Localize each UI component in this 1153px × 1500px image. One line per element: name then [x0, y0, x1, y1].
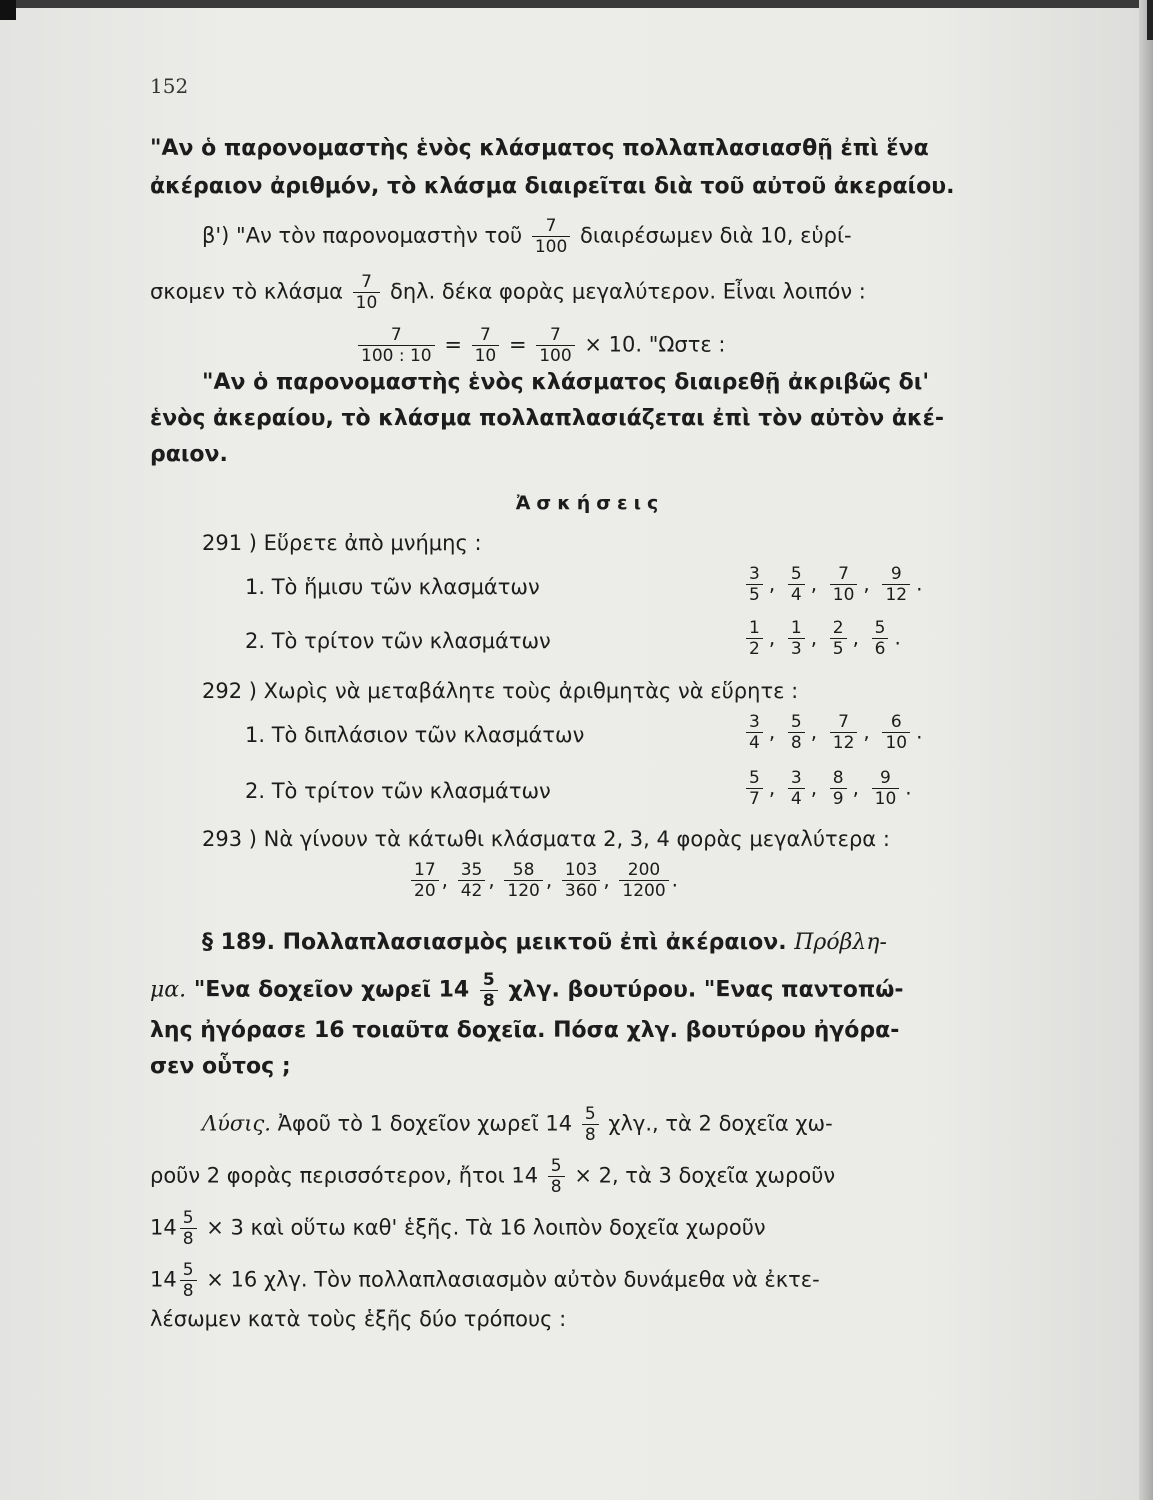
para-b-text3: σκομεν τὸ κλάσμα: [150, 279, 343, 304]
denominator: 12: [885, 585, 908, 605]
numerator: 9: [882, 564, 910, 585]
denominator: 8: [790, 733, 802, 753]
numerator: 7: [358, 325, 435, 346]
section-title: Πολλαπλασιασμὸς μεικτοῦ ἐπὶ ἀκέραιον.: [282, 930, 787, 955]
fraction: [619, 860, 668, 901]
section189-line2: [150, 970, 1030, 1011]
denominator: 10: [474, 346, 497, 366]
problem-text: "Ενα δοχεῖον χωρεῖ 14: [193, 977, 470, 1003]
denominator: 100 : 10: [361, 346, 432, 366]
section189-line3: λης ἠγόρασε 16 τοιαῦτα δοχεῖα. Πόσα χλγ. βουτύρου ἠγόρα-: [150, 1018, 900, 1043]
fraction: [830, 768, 847, 809]
fraction: [788, 618, 805, 659]
denominator: 42: [460, 881, 483, 901]
denominator: 5: [832, 639, 844, 659]
fraction: [872, 768, 900, 809]
fraction: [788, 564, 805, 605]
denominator: 20: [414, 881, 436, 901]
solution-text: × 16 χλγ. Τὸν πολλαπλασιασμὸν αὐτὸν δυνάμεθα νὰ ἐκτε-: [206, 1267, 820, 1292]
ex293-fraction-list: $\frac{17}{20}$ , $\frac{35}{42}$ , $\frac{58}{120}$ , $\frac{103}{360}$ , $\frac{200}{1200}$ .: [408, 860, 908, 901]
exercises-heading: Ἀσκήσεις: [515, 492, 665, 514]
numerator: 7: [472, 325, 500, 346]
ex292-item-1: [245, 712, 1025, 753]
rule2-line2: ἑνὸς ἀκεραίου, τὸ κλάσμα πολλαπλασιάζεται ἐπὶ τὸν αὐτὸν ἀκέ-: [150, 406, 944, 431]
ex293-title: 293 ) Νὰ γίνουν τὰ κάτωθι κλάσματα 2, 3, 4 φορὰς μεγαλύτερα :: [202, 827, 890, 851]
equals-sign: =: [444, 332, 462, 357]
denominator: 1200: [622, 881, 666, 901]
numerator: 1: [746, 618, 763, 639]
solution-text: × 2, τὰ 3 δοχεῖα χωροῦν: [574, 1163, 836, 1188]
denominator: 9: [832, 789, 844, 809]
solution-text: 14: [150, 1267, 177, 1292]
denominator: 120: [507, 881, 540, 901]
ex291-item-1: [245, 564, 1025, 605]
fraction: [788, 712, 805, 753]
denominator: 10: [874, 789, 897, 809]
equation: [355, 325, 955, 366]
numerator: 35: [458, 860, 486, 881]
fraction: [562, 860, 600, 901]
denominator: 8: [482, 991, 495, 1011]
ex291-title: 291 ) Εὕρετε ἀπὸ μνήμης :: [202, 531, 482, 555]
denominator: 10: [832, 585, 855, 605]
denominator: 8: [550, 1177, 562, 1197]
scan-edge-right: [1139, 0, 1153, 1500]
ex-fraction-list: $\frac{3}{5}$ , $\frac{5}{4}$ , $\frac{7}{10}$ , $\frac{9}{12}$ .: [740, 564, 922, 605]
solution-text: Ἀφοῦ τὸ 1 δοχεῖον χωρεῖ 14: [277, 1111, 573, 1136]
fraction: [480, 970, 498, 1011]
solution-line1: [202, 1104, 1082, 1145]
numerator: 58: [504, 860, 542, 881]
ex-fraction-list: $\frac{5}{7}$ , $\frac{3}{4}$ , $\frac{8}{9}$ , $\frac{9}{10}$ .: [740, 768, 912, 809]
denominator: 100: [534, 237, 568, 257]
solution-text: χλγ., τὰ 2 δοχεῖα χω-: [608, 1111, 833, 1136]
rule1-line2: ἀκέραιον ἀριθμόν, τὸ κλάσμα διαιρεῖται διὰ τοῦ αὐτοῦ ἀκεραίου.: [150, 174, 955, 199]
page-number: 152: [150, 74, 189, 98]
numerator: 7: [830, 712, 858, 733]
denominator: 6: [874, 639, 886, 659]
scan-edge-right-corner: [1147, 0, 1153, 40]
fraction: [353, 272, 381, 313]
solution-label: Λύσις.: [202, 1111, 271, 1136]
ex-item-label: 1. Τὸ διπλάσιον τῶν κλασμάτων: [245, 723, 585, 747]
denominator: 5: [749, 585, 760, 605]
denominator: 360: [564, 881, 598, 901]
denominator: 100: [539, 346, 572, 366]
fraction: [180, 1260, 197, 1301]
numerator: 3: [788, 768, 805, 789]
solution-line5: λέσωμεν κατὰ τοὺς ἑξῆς δύο τρόπους :: [150, 1307, 567, 1331]
scan-edge-top: [0, 0, 1153, 8]
solution-line4: [150, 1260, 1030, 1301]
fraction: [830, 564, 858, 605]
ex291-item-2: [245, 618, 1025, 659]
scan-corner: [0, 0, 16, 20]
numerator: 5: [746, 768, 763, 789]
denominator: 3: [790, 639, 802, 659]
fraction: [411, 860, 439, 901]
equals-sign: =: [508, 332, 527, 357]
numerator: 7: [353, 272, 381, 293]
denominator: 12: [832, 733, 855, 753]
solution-text: × 3 καὶ οὕτω καθ' ἑξῆς. Τὰ 16 λοιπὸν δοχεῖα χωροῦν: [206, 1215, 766, 1240]
numerator: 7: [536, 325, 574, 346]
denominator: 8: [182, 1281, 194, 1301]
denominator: 4: [790, 789, 802, 809]
fraction: [458, 860, 486, 901]
numerator: 2: [830, 618, 847, 639]
numerator: 5: [548, 1156, 565, 1177]
numerator: 17: [411, 860, 439, 881]
section-number: § 189.: [202, 930, 275, 955]
fraction: [746, 618, 763, 659]
numerator: 3: [746, 712, 763, 733]
ex-fraction-list: $\frac{1}{2}$ , $\frac{1}{3}$ , $\frac{2}{5}$ , $\frac{5}{6}$ .: [740, 618, 901, 659]
problem-label-cont: μα.: [150, 977, 187, 1003]
numerator: 200: [619, 860, 668, 881]
numerator: 5: [872, 618, 889, 639]
fraction: [358, 325, 435, 366]
ex292-title: 292 ) Χωρὶς νὰ μεταβάλητε τοὺς ἀριθμητὰς νὰ εὕρητε :: [202, 679, 799, 703]
fraction: [532, 216, 570, 257]
fraction: [472, 325, 500, 366]
fraction: [536, 325, 574, 366]
numerator: 103: [562, 860, 600, 881]
numerator: 8: [830, 768, 847, 789]
para-b-line1: [202, 216, 1082, 257]
fraction: [746, 564, 763, 605]
para-b-text4: δηλ. δέκα φορὰς μεγαλύτερον. Εἶναι λοιπόν :: [390, 279, 866, 304]
fraction: [504, 860, 542, 901]
fraction: [872, 618, 889, 659]
solution-text: ροῦν 2 φορὰς περισσότερον, ἤτοι 14: [150, 1163, 539, 1188]
rule2-line1: "Αν ὁ παρονομαστὴς ἑνὸς κλάσματος διαιρεθῇ ἀκριβῶς δι': [202, 370, 930, 395]
ex-item-label: 2. Τὸ τρίτον τῶν κλασμάτων: [245, 779, 551, 803]
numerator: 5: [480, 970, 498, 991]
numerator: 1: [788, 618, 805, 639]
problem-text: χλγ. βουτύρου. "Ενας παντοπώ-: [508, 977, 904, 1003]
denominator: 2: [749, 639, 760, 659]
fraction: [746, 712, 763, 753]
numerator: 7: [532, 216, 570, 237]
problem-label: Πρόβλη-: [794, 930, 887, 955]
numerator: 5: [180, 1260, 197, 1281]
para-b-line2: [150, 272, 1030, 313]
solution-text: 14: [150, 1215, 177, 1240]
ex-item-label: 2. Τὸ τρίτον τῶν κλασμάτων: [245, 629, 551, 653]
numerator: 5: [180, 1208, 197, 1229]
ex292-item-2: [245, 768, 1025, 809]
ex-fraction-list: $\frac{3}{4}$ , $\frac{5}{8}$ , $\frac{7}{12}$ , $\frac{6}{10}$ .: [740, 712, 922, 753]
numerator: 9: [872, 768, 900, 789]
fraction: [882, 564, 910, 605]
denominator: 8: [182, 1229, 194, 1249]
denominator: 8: [584, 1125, 596, 1145]
para-b-text1: β') "Αν τὸν παρονομαστὴν τοῦ: [202, 223, 523, 248]
fraction: [830, 618, 847, 659]
denominator: 4: [790, 585, 802, 605]
numerator: 5: [582, 1104, 599, 1125]
section189-line1: [202, 928, 1082, 958]
para-b-text2: διαιρέσωμεν διὰ 10, εὑρί-: [579, 223, 852, 248]
fraction: [830, 712, 858, 753]
numerator: 5: [788, 712, 805, 733]
solution-line3: [150, 1208, 1030, 1249]
fraction: [746, 768, 763, 809]
denominator: 4: [749, 733, 760, 753]
numerator: 3: [746, 564, 763, 585]
rule1-line1: "Αν ὁ παρονομαστὴς ἑνὸς κλάσματος πολλαπλασιασθῇ ἐπὶ ἕνα: [150, 136, 929, 161]
section189-line4: σεν οὗτος ;: [150, 1054, 291, 1079]
fraction: [882, 712, 910, 753]
fraction: [548, 1156, 565, 1197]
numerator: 5: [788, 564, 805, 585]
denominator: 7: [749, 789, 760, 809]
ex-item-label: 1. Τὸ ἥμισυ τῶν κλασμάτων: [245, 575, 540, 599]
rule2-line3: ραιον.: [150, 442, 228, 467]
fraction: [582, 1104, 599, 1145]
numerator: 6: [882, 712, 910, 733]
solution-line2: [150, 1156, 1030, 1197]
denominator: 10: [885, 733, 908, 753]
denominator: 10: [355, 293, 378, 313]
fraction: [180, 1208, 197, 1249]
numerator: 7: [830, 564, 858, 585]
fraction: [788, 768, 805, 809]
equation-tail: × 10. "Ωστε :: [584, 332, 726, 357]
